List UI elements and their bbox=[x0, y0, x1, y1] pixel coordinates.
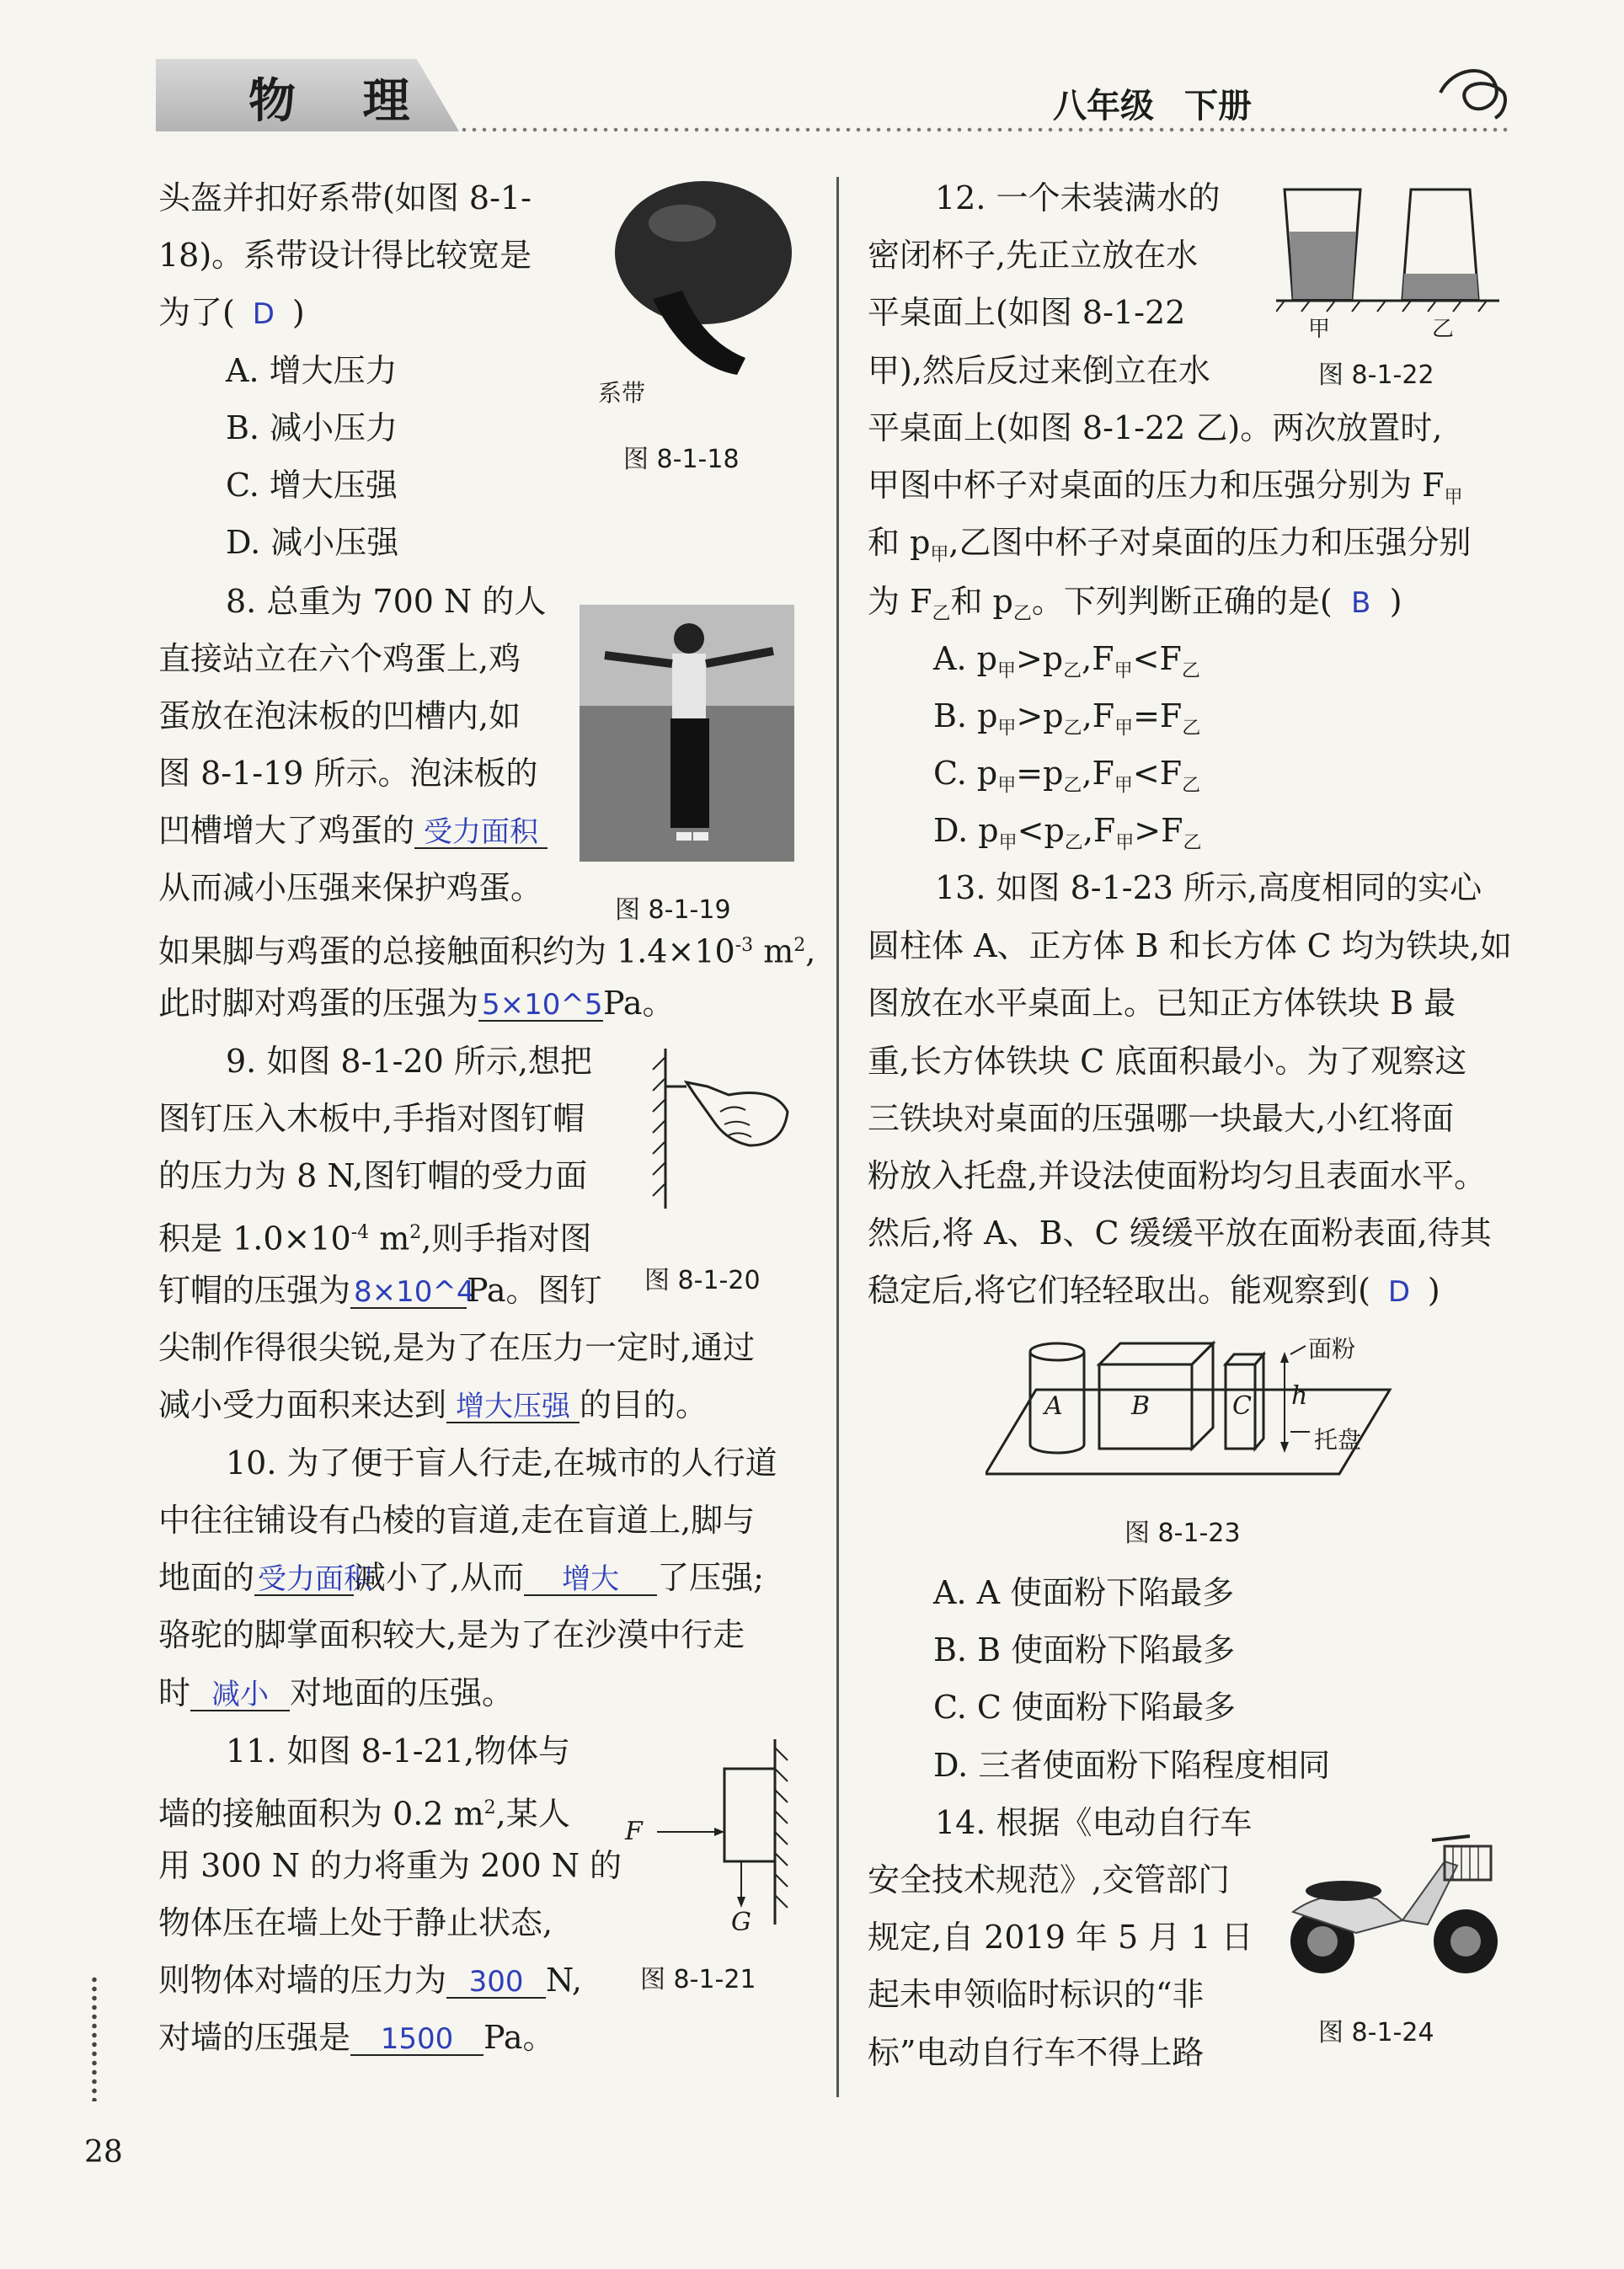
cups-diagram bbox=[1276, 181, 1499, 316]
swirl-ornament-icon bbox=[1436, 59, 1512, 126]
q12-option-c: C. $p_甲=p_乙,F_甲<F_乙$ bbox=[933, 755, 1201, 797]
column-divider bbox=[836, 177, 839, 2097]
electric-bike-photo bbox=[1276, 1828, 1504, 1979]
q10-answer-1: 受力面积 bbox=[254, 1564, 354, 1596]
q10-answer-3: 减小 bbox=[190, 1679, 290, 1711]
q11-answer-1: 300 bbox=[446, 1967, 546, 1999]
q10-answer-2: 增大 bbox=[524, 1564, 657, 1596]
q9-answer-2: 增大压强 bbox=[446, 1391, 580, 1423]
subject-title: 物 理 bbox=[248, 74, 435, 129]
q13-answer: D bbox=[1387, 1275, 1410, 1309]
q12-option-d: D. $p_甲<p_乙,F_甲>F_乙$ bbox=[933, 812, 1202, 854]
q7-answer: D bbox=[252, 297, 275, 331]
page-header bbox=[156, 59, 1512, 135]
thumbtack-hand-diagram bbox=[649, 1044, 800, 1213]
page-number: 28 bbox=[84, 2135, 123, 2170]
block-on-wall-diagram bbox=[619, 1735, 796, 1929]
q12-answer: B bbox=[1351, 586, 1371, 620]
helmet-photo bbox=[602, 173, 796, 392]
q8-answer-2: 5×10^5 bbox=[478, 990, 603, 1022]
q9-answer-1: 8×10^4 bbox=[350, 1277, 467, 1309]
man-on-eggs-photo bbox=[580, 605, 794, 862]
q12-option-b: B. $p_甲>p_乙,F_甲=F_乙$ bbox=[933, 697, 1201, 739]
header-dotted-rule bbox=[459, 126, 1512, 133]
q8-answer-1: 受力面积 bbox=[414, 817, 548, 849]
grade-label: 八年级 下册 bbox=[1053, 87, 1252, 125]
q12-option-a: A. $p_甲>p_乙,F_甲<F_乙$ bbox=[933, 640, 1200, 682]
margin-dots bbox=[91, 1975, 98, 2101]
q11-answer-2: 1500 bbox=[350, 2024, 483, 2056]
